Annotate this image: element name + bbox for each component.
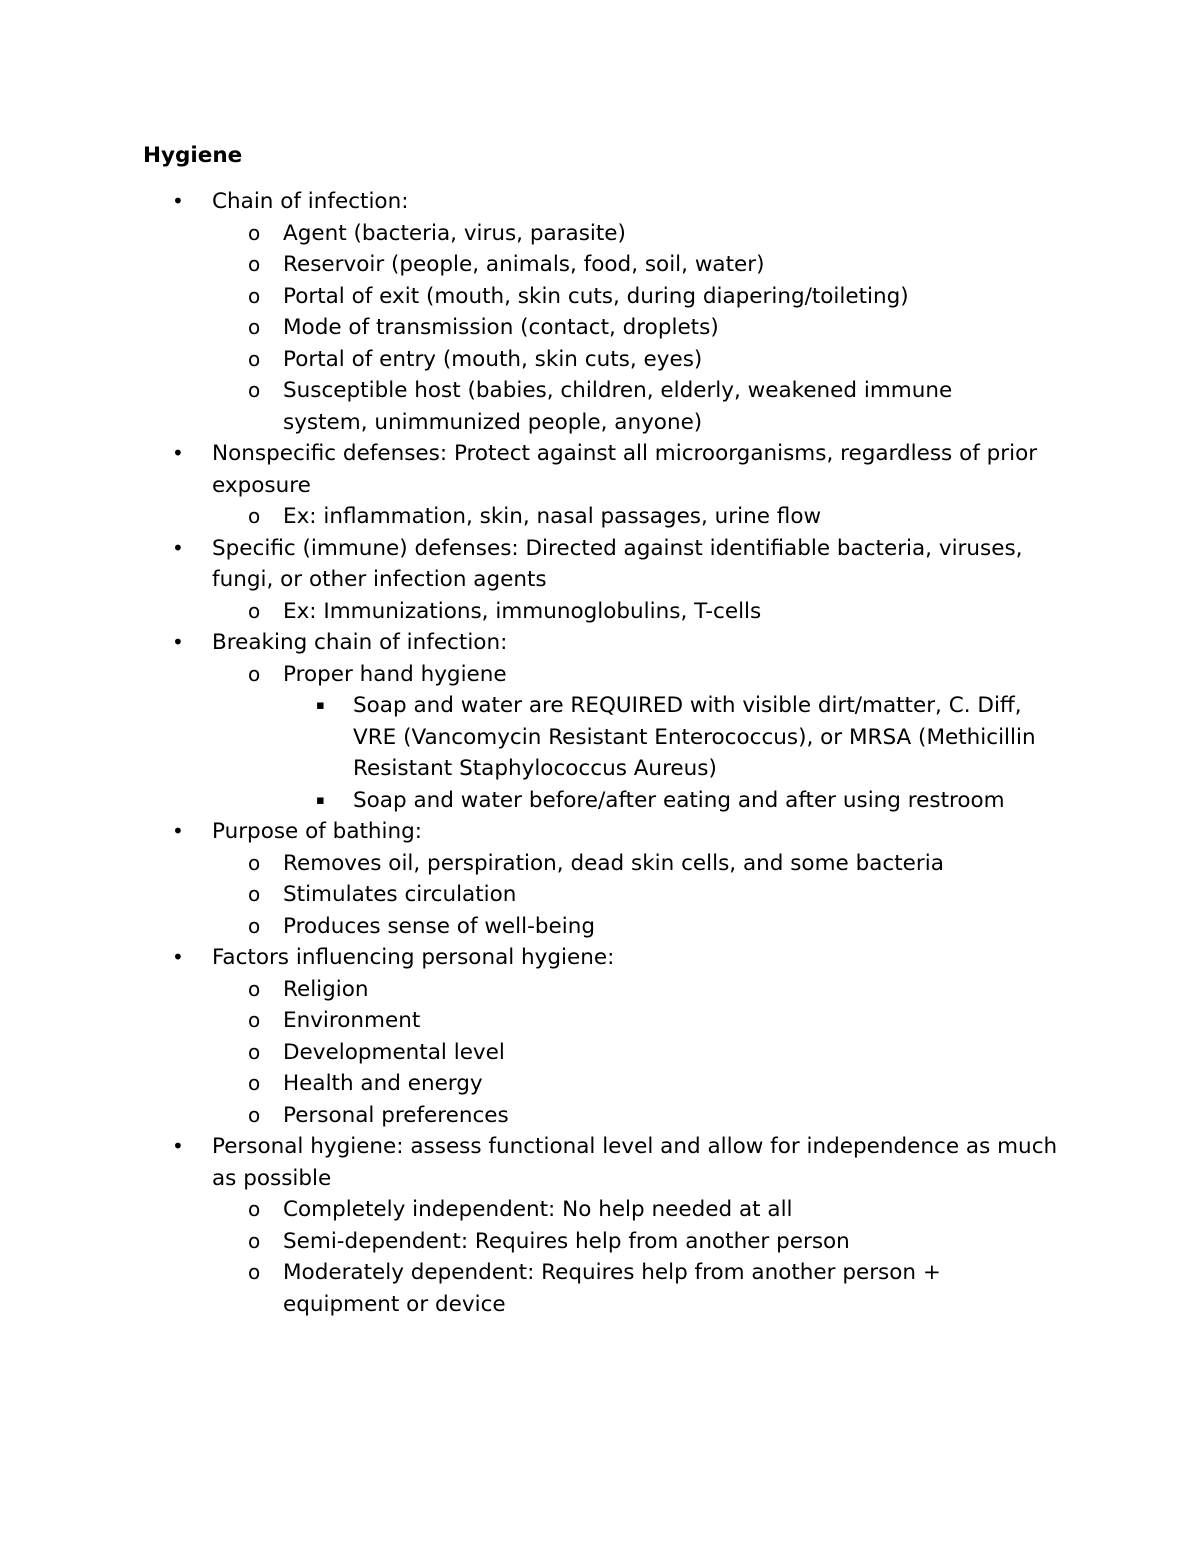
bullet-circle-icon: o — [248, 220, 261, 245]
outline-item-text: Personal hygiene: assess functional level and allow for independence as much as possible — [212, 1134, 1058, 1191]
bullet-disc-icon: • — [172, 189, 184, 213]
outline-item-text: Completely independent: No help needed at all — [283, 1197, 793, 1222]
outline-item-level-2 — [0, 249, 1043, 281]
outline-item-text: Mode of transmission (contact, droplets) — [283, 315, 719, 340]
outline-item-level-1 — [0, 533, 1072, 596]
bullet-disc-icon: • — [172, 441, 184, 465]
outline-item-level-3 — [0, 785, 1053, 817]
bullet-circle-icon: o — [248, 661, 261, 686]
outline-item-text: Moderately dependent: Requires help from another person + equipment or device — [283, 1260, 941, 1317]
bullet-square-icon: ▪ — [316, 792, 325, 808]
outline-item-text: Ex: Immunizations, immunoglobulins, T-cells — [283, 598, 762, 624]
outline-item-level-2 — [0, 911, 1043, 943]
outline-item-text: Developmental level — [283, 1039, 505, 1065]
outline-item-level-2 — [0, 879, 1043, 911]
outline-item-text: Factors influencing personal hygiene: — [212, 945, 615, 970]
outline-item-level-2 — [0, 501, 1043, 533]
bullet-circle-icon: o — [248, 504, 261, 528]
outline-item-level-2 — [0, 596, 1043, 628]
outline-item-level-1 — [0, 438, 1072, 501]
outline-item-level-2 — [0, 375, 1043, 438]
outline-item-level-1 — [0, 186, 1072, 218]
bullet-circle-icon: o — [248, 315, 261, 339]
bullet-square-icon: ▪ — [316, 698, 325, 713]
outline-item-level-2 — [0, 344, 1043, 376]
outline-item-level-2 — [0, 1005, 1043, 1037]
outline-item-text: Nonspecific defenses: Protect against all microorganisms, regardless of prior exposure — [212, 441, 1038, 498]
bullet-circle-icon: o — [248, 378, 261, 402]
outline-item-text: Soap and water before/after eating and after using restroom — [353, 787, 1005, 813]
outline-item-level-2 — [0, 1068, 1043, 1100]
outline-item-text: Specific (immune) defenses: Directed against identifiable bacteria, viruses, fungi, or other infection agents — [212, 535, 1023, 592]
outline-item-level-2 — [0, 1257, 1043, 1320]
outline-item-text: Chain of infection: — [212, 189, 409, 214]
outline-item-level-2 — [0, 218, 1043, 250]
outline-item-level-2 — [0, 848, 1043, 880]
outline-item-text: Purpose of bathing: — [212, 819, 423, 844]
outline-item-level-2 — [0, 659, 1043, 691]
outline-list — [0, 186, 1200, 1320]
outline-item-text: Health and energy — [283, 1071, 483, 1096]
outline-item-text: Susceptible host (babies, children, elderly, weakened immune system, unimmunized people, anyone) — [283, 378, 953, 435]
bullet-circle-icon: o — [248, 252, 261, 276]
outline-item-level-1 — [0, 816, 1072, 848]
bullet-circle-icon: o — [248, 913, 261, 938]
outline-item-text: Proper hand hygiene — [283, 661, 507, 687]
bullet-disc-icon: • — [172, 630, 184, 654]
bullet-circle-icon: o — [248, 1197, 261, 1221]
outline-item-level-1 — [0, 627, 1072, 659]
outline-item-text: Environment — [283, 1008, 421, 1033]
outline-item-text: Personal preferences — [283, 1102, 509, 1128]
outline-item-level-2 — [0, 312, 1043, 344]
bullet-disc-icon: • — [172, 945, 184, 969]
bullet-circle-icon: o — [248, 850, 261, 875]
outline-item-level-2 — [0, 1037, 1043, 1069]
outline-item-level-1 — [0, 942, 1072, 974]
bullet-disc-icon: • — [172, 819, 184, 843]
bullet-circle-icon: o — [248, 1039, 261, 1064]
outline-item-text: Religion — [283, 976, 369, 1002]
outline-item-text: Stimulates circulation — [283, 882, 517, 907]
bullet-circle-icon: o — [248, 1260, 261, 1284]
bullet-circle-icon: o — [248, 1071, 261, 1095]
outline-item-level-2 — [0, 1226, 1043, 1258]
bullet-circle-icon: o — [248, 598, 261, 623]
outline-item-level-2 — [0, 281, 1043, 313]
outline-item-text: Removes oil, perspiration, dead skin cells, and some bacteria — [283, 850, 944, 876]
bullet-disc-icon: • — [172, 1134, 184, 1158]
outline-item-text: Reservoir (people, animals, food, soil, water) — [283, 252, 765, 277]
outline-item-text: Portal of entry (mouth, skin cuts, eyes) — [283, 346, 703, 372]
outline-item-level-2 — [0, 1100, 1043, 1132]
outline-item-text: Breaking chain of infection: — [212, 630, 508, 655]
bullet-disc-icon: • — [172, 535, 184, 560]
bullet-circle-icon: o — [248, 882, 261, 906]
outline-item-level-1 — [0, 1131, 1072, 1194]
outline-item-text: Ex: inflammation, skin, nasal passages, urine flow — [283, 504, 822, 529]
bullet-circle-icon: o — [248, 1228, 261, 1253]
outline-item-level-3 — [0, 690, 1053, 785]
bullet-circle-icon: o — [248, 1008, 261, 1032]
outline-item-level-2 — [0, 1194, 1043, 1226]
document-title: Hygiene — [143, 143, 243, 168]
bullet-circle-icon: o — [248, 976, 261, 1001]
outline-item-text: Agent (bacteria, virus, parasite) — [283, 220, 626, 246]
bullet-circle-icon: o — [248, 346, 261, 371]
outline-item-text: Portal of exit (mouth, skin cuts, during diapering/toileting) — [283, 283, 909, 309]
outline-item-text: Semi-dependent: Requires help from another person — [283, 1228, 850, 1254]
outline-item-text: Soap and water are REQUIRED with visible dirt/matter, C. Diff, VRE (Vancomycin Resistant Enterococcus), or MRSA (Methicillin Resistant Staphylococcus Aureus) — [353, 693, 1036, 781]
bullet-circle-icon: o — [248, 1102, 261, 1127]
bullet-circle-icon: o — [248, 283, 261, 308]
outline-item-level-2 — [0, 974, 1043, 1006]
outline-item-text: Produces sense of well-being — [283, 913, 595, 939]
